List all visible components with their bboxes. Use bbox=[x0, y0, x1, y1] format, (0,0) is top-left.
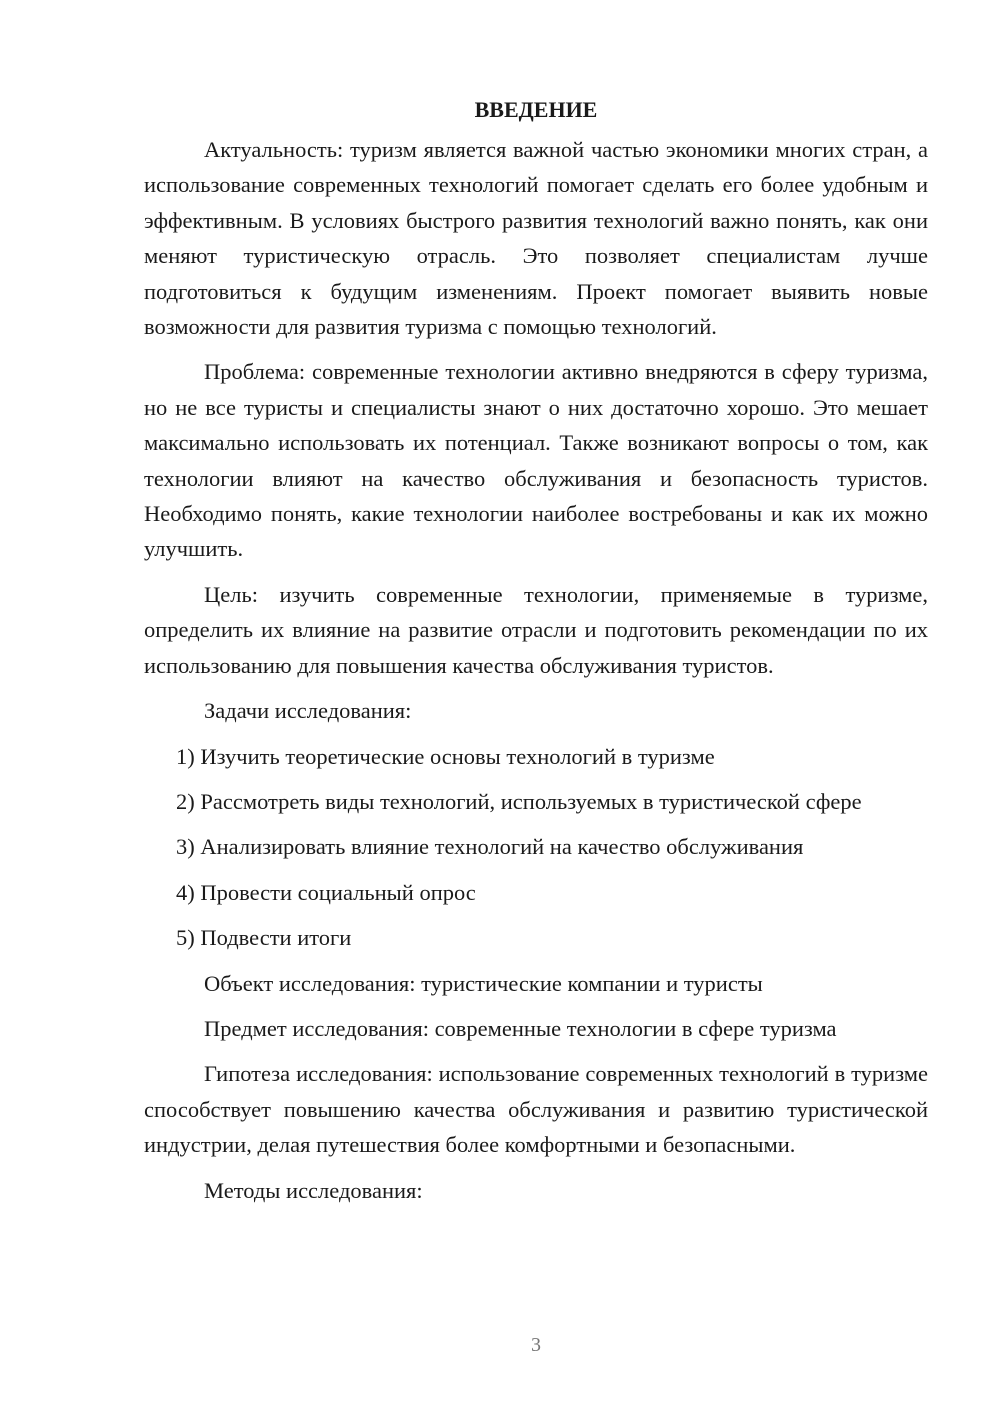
task-item-1: 1) Изучить теоретические основы технологий в туризме bbox=[176, 743, 715, 769]
hypothesis-paragraph: Гипотеза исследования: использование современных технологий в туризме способствует повышению качества обслуживания и развитию туристической индустрии, делая путешествия более комфортными и безопасными. bbox=[144, 1061, 928, 1158]
task-item-4: 4) Провести социальный опрос bbox=[176, 879, 476, 905]
research-subject: Предмет исследования: современные технологии в сфере туризма bbox=[204, 1015, 837, 1041]
research-object: Объект исследования: туристические компании и туристы bbox=[204, 970, 763, 996]
page-title: ВВЕДЕНИЕ bbox=[474, 97, 598, 122]
task-item-2: 2) Рассмотреть виды технологий, используемых в туристической сфере bbox=[176, 788, 862, 814]
tasks-list bbox=[144, 739, 928, 956]
page-number: 3 bbox=[531, 1334, 541, 1356]
methods-heading: Методы исследования: bbox=[204, 1177, 423, 1203]
goal-paragraph: Цель: изучить современные технологии, применяемые в туризме, определить их влияние на развитие отрасли и подготовить рекомендации по их использованию для повышения качества обслуживания туристов. bbox=[144, 581, 928, 678]
problem-paragraph: Проблема: современные технологии активно внедряются в сферу туризма, но не все туристы и специалисты знают о них достаточно хорошо. Это мешает максимально использовать их потенциал. Также возникают вопросы о том, как технологии влияют на качество обслуживания и безопасность туристов. Необходимо понять, какие технологии наиболее востребованы и как их можно улучшить. bbox=[144, 359, 928, 562]
task-item-3: 3) Анализировать влияние технологий на качество обслуживания bbox=[176, 834, 804, 860]
tasks-heading: Задачи исследования: bbox=[204, 698, 412, 724]
relevance-paragraph: Актуальность: туризм является важной частью экономики многих стран, а использование современных технологий помогает сделать его более удобным и эффективным. В условиях быстрого развития технологий важно понять, как они меняют туристическую отрасль. Это позволяет специалистам лучше подготовиться к будущим изменениям. Проект помогает выявить новые возможности для развития туризма с помощью технологий. bbox=[144, 137, 928, 340]
task-item-5: 5) Подвести итоги bbox=[176, 925, 352, 951]
document-page bbox=[144, 92, 928, 1218]
